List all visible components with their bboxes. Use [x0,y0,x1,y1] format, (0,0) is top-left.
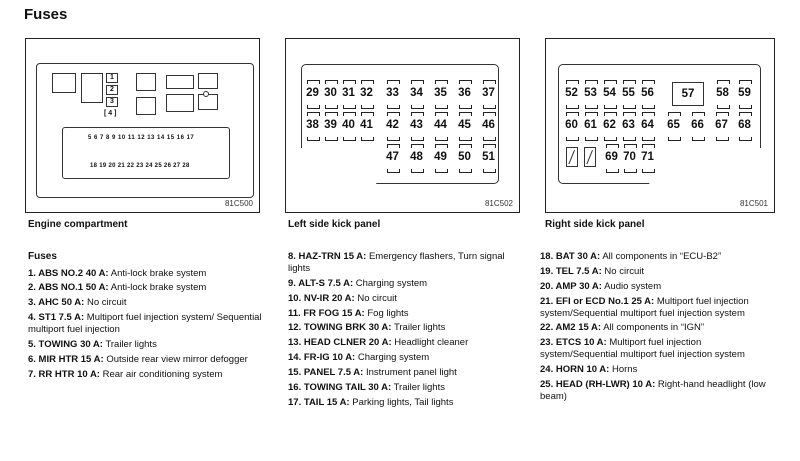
fuse-description: Multiport fuel injection system/Sequential multiport fuel injection system [540,337,745,361]
fuse-label-2: 2 [106,85,118,95]
fuse-49: 49 [432,150,449,167]
fuse-spec: 1. ABS NO.2 40 A: [28,267,109,279]
fuse-description: All components in “ECU-B2” [602,251,722,262]
fuse-list-item [28,297,266,309]
fuse-spec: 7. RR HTR 10 A: [28,368,100,380]
fuse-list-item [288,293,524,305]
fuse-description: Multiport fuel injection system/ Sequential multiport fuel injection [28,312,262,335]
fuse-list-item [540,296,780,320]
fuse-description: Trailer lights [393,381,445,393]
fuse-spec: 15. PANEL 7.5 A: [288,367,364,378]
fuse-row-5-17: 5 6 7 8 9 10 11 12 13 14 15 16 17 [88,135,195,141]
fuse-48: 48 [408,150,425,167]
fuse-description: Instrument panel light [365,367,457,378]
fuse-46: 46 [480,118,497,135]
fuse-description: Multiport fuel injection system/Sequential multiport fuel injection system [540,295,749,319]
fuse-71: 71 [639,150,656,167]
fuse-42: 42 [384,118,401,135]
fuse-spec: 12. TOWING BRK 30 A: [288,322,392,334]
fuse-spec: 17. TAIL 15 A: [288,396,350,408]
fuse-description: Audio system [604,280,662,292]
fuse-list-item [540,364,780,376]
fuse-51: 51 [480,150,497,167]
fuse-list-item [28,339,266,351]
fuse-description: Right-hand headlight (low beam) [540,378,766,402]
fuse-list-item [28,282,266,294]
fuse-label-3: 3 [106,97,118,107]
fuse-47: 47 [384,150,401,167]
relay-block [166,94,194,112]
bolt-icon [203,91,209,97]
relay-block [136,73,156,91]
fuse-35: 35 [432,86,449,103]
relay-block [198,73,218,89]
fuse-spec: 2. ABS NO.1 50 A: [28,282,109,294]
fuse-29: 29 [304,86,321,103]
fuse-description: Charging system [357,352,430,364]
fuse-spec: 22. AM2 15 A: [540,322,602,334]
fuse-spec: 4. ST1 7.5 A: [28,312,85,324]
fuse-39: 39 [322,118,339,135]
fuse-67: 67 [713,118,730,135]
fuse-36: 36 [456,86,473,103]
fuse-53: 53 [582,86,599,103]
panel-code: 81C500 [224,199,253,208]
fuse-list-title: Fuses [28,251,57,262]
fuse-list-item [540,337,780,361]
fuse-50: 50 [456,150,473,167]
right-kick-panel-diagram [545,38,775,213]
fuse-spec: 11. FR FOG 15 A: [288,307,365,319]
fuse-description: Headlight cleaner [394,337,469,349]
fuse-spec: 21. EFI or ECD No.1 25 A: [540,295,655,307]
fuse-spec: 25. HEAD (RH-LWR) 10 A: [540,378,656,390]
fuse-spec: 19. TEL 7.5 A: [540,265,602,277]
fuse-41: 41 [358,118,375,135]
fuse-list-item [540,281,780,293]
fuse-row-18-28: 18 19 20 21 22 23 24 25 26 27 28 [90,163,190,169]
fuse-57: 57 [672,82,704,106]
fuse-list-item [288,367,524,379]
panel-code: 81C502 [484,199,513,208]
fuse-spec: 8. HAZ-TRN 15 A: [288,251,367,262]
fuse-list-item [288,382,524,394]
fuse-description: Parking lights, Tail lights [352,396,454,408]
fuse-description: Trailer lights [393,322,446,334]
relay-block [81,73,103,103]
fuse-list-item [28,354,266,366]
fuse-30: 30 [322,86,339,103]
fuse-description: Fog lights [367,307,409,319]
fuse-list-item [288,308,524,320]
fuse-list-item [28,369,266,381]
fuse-spec: 23. ETCS 10 A: [540,337,607,349]
fuse-64: 64 [639,118,656,135]
fuse-description: Emergency flashers, Turn signal lights [288,251,505,274]
fuse-55: 55 [620,86,637,103]
fuse-spec: 9. ALT-S 7.5 A: [288,277,354,289]
fuse-44: 44 [432,118,449,135]
fuse-37: 37 [480,86,497,103]
fuse-description: Horns [611,364,638,375]
fuse-68: 68 [736,118,753,135]
fuse-description: All components in “IGN” [603,322,705,334]
fuse-70: 70 [621,150,638,167]
engine-caption: Engine compartment [28,219,128,230]
fuse-34: 34 [408,86,425,103]
right-kick-caption: Right side kick panel [545,219,645,230]
fuse-description: No circuit [357,292,397,304]
fuse-description: Anti-lock brake system [110,267,207,279]
fuse-54: 54 [601,86,618,103]
fuse-spec: 3. AHC 50 A: [28,297,85,309]
engine-compartment-diagram [25,38,260,213]
fuse-spec: 10. NV-IR 20 A: [288,292,355,304]
left-kick-panel-diagram [285,38,520,213]
fuse-spec: 18. BAT 30 A: [540,251,601,262]
relay-block [198,94,218,110]
fuse-label-4: [ 4 ] [104,110,117,117]
fuse-63: 63 [620,118,637,135]
fuse-list-item [28,268,266,280]
page-title: Fuses [24,6,68,23]
fuse-list-item [28,312,266,336]
fuse-52: 52 [563,86,580,103]
fuse-65: 65 [665,118,682,135]
fuse-32: 32 [358,86,375,103]
fuse-69: 69 [603,150,620,167]
fuse-spec: 16. TOWING TAIL 30 A: [288,381,392,393]
fuse-40: 40 [340,118,357,135]
fuse-spec: 5. TOWING 30 A: [28,338,103,350]
fuse-label-1: 1 [106,73,118,83]
panel-code: 81C501 [739,199,768,208]
fuse-description: Anti-lock brake system [110,282,207,294]
fuse-60: 60 [563,118,580,135]
fuse-description: Outside rear view mirror defogger [106,353,248,365]
fuse-list-item [288,397,524,409]
fuse-list-column-2 [288,251,524,412]
fuse-38: 38 [304,118,321,135]
fuse-59: 59 [736,86,753,103]
fuse-list-item [540,266,780,278]
spare-fuse-slot [584,147,596,167]
fuse-description: No circuit [86,297,127,309]
fuse-45: 45 [456,118,473,135]
fuse-spec: 13. HEAD CLNER 20 A: [288,337,392,349]
relay-block [136,97,156,115]
fuse-list-item [288,278,524,290]
fuse-58: 58 [714,86,731,103]
fuse-33: 33 [384,86,401,103]
fuse-spec: 6. MIR HTR 15 A: [28,353,104,365]
fuse-list-column-1 [28,251,266,384]
relay-block [52,73,76,93]
left-kick-caption: Left side kick panel [288,219,381,230]
fuse-description: Trailer lights [105,338,157,350]
fuse-list-item [540,379,780,403]
fuse-61: 61 [582,118,599,135]
fuse-list-item [288,251,524,275]
fuse-list-item [540,322,780,334]
fuse-spec: 24. HORN 10 A: [540,364,610,375]
fuse-spec: 14. FR-IG 10 A: [288,352,356,364]
relay-block [166,75,194,89]
fuse-66: 66 [689,118,706,135]
fuse-31: 31 [340,86,357,103]
fuse-spec: 20. AMP 30 A: [540,280,602,292]
fuse-43: 43 [408,118,425,135]
spare-fuse-slot [566,147,578,167]
fuse-62: 62 [601,118,618,135]
fuse-description: Rear air conditioning system [102,368,223,380]
fuse-56: 56 [639,86,656,103]
fuse-list-item [288,337,524,349]
fuse-description: Charging system [355,277,428,289]
fuse-list-column-3 [540,251,780,406]
fuse-list-item [288,322,524,334]
fuse-list-item [540,251,780,263]
fuse-description: No circuit [604,265,645,277]
fuse-list-item [288,352,524,364]
